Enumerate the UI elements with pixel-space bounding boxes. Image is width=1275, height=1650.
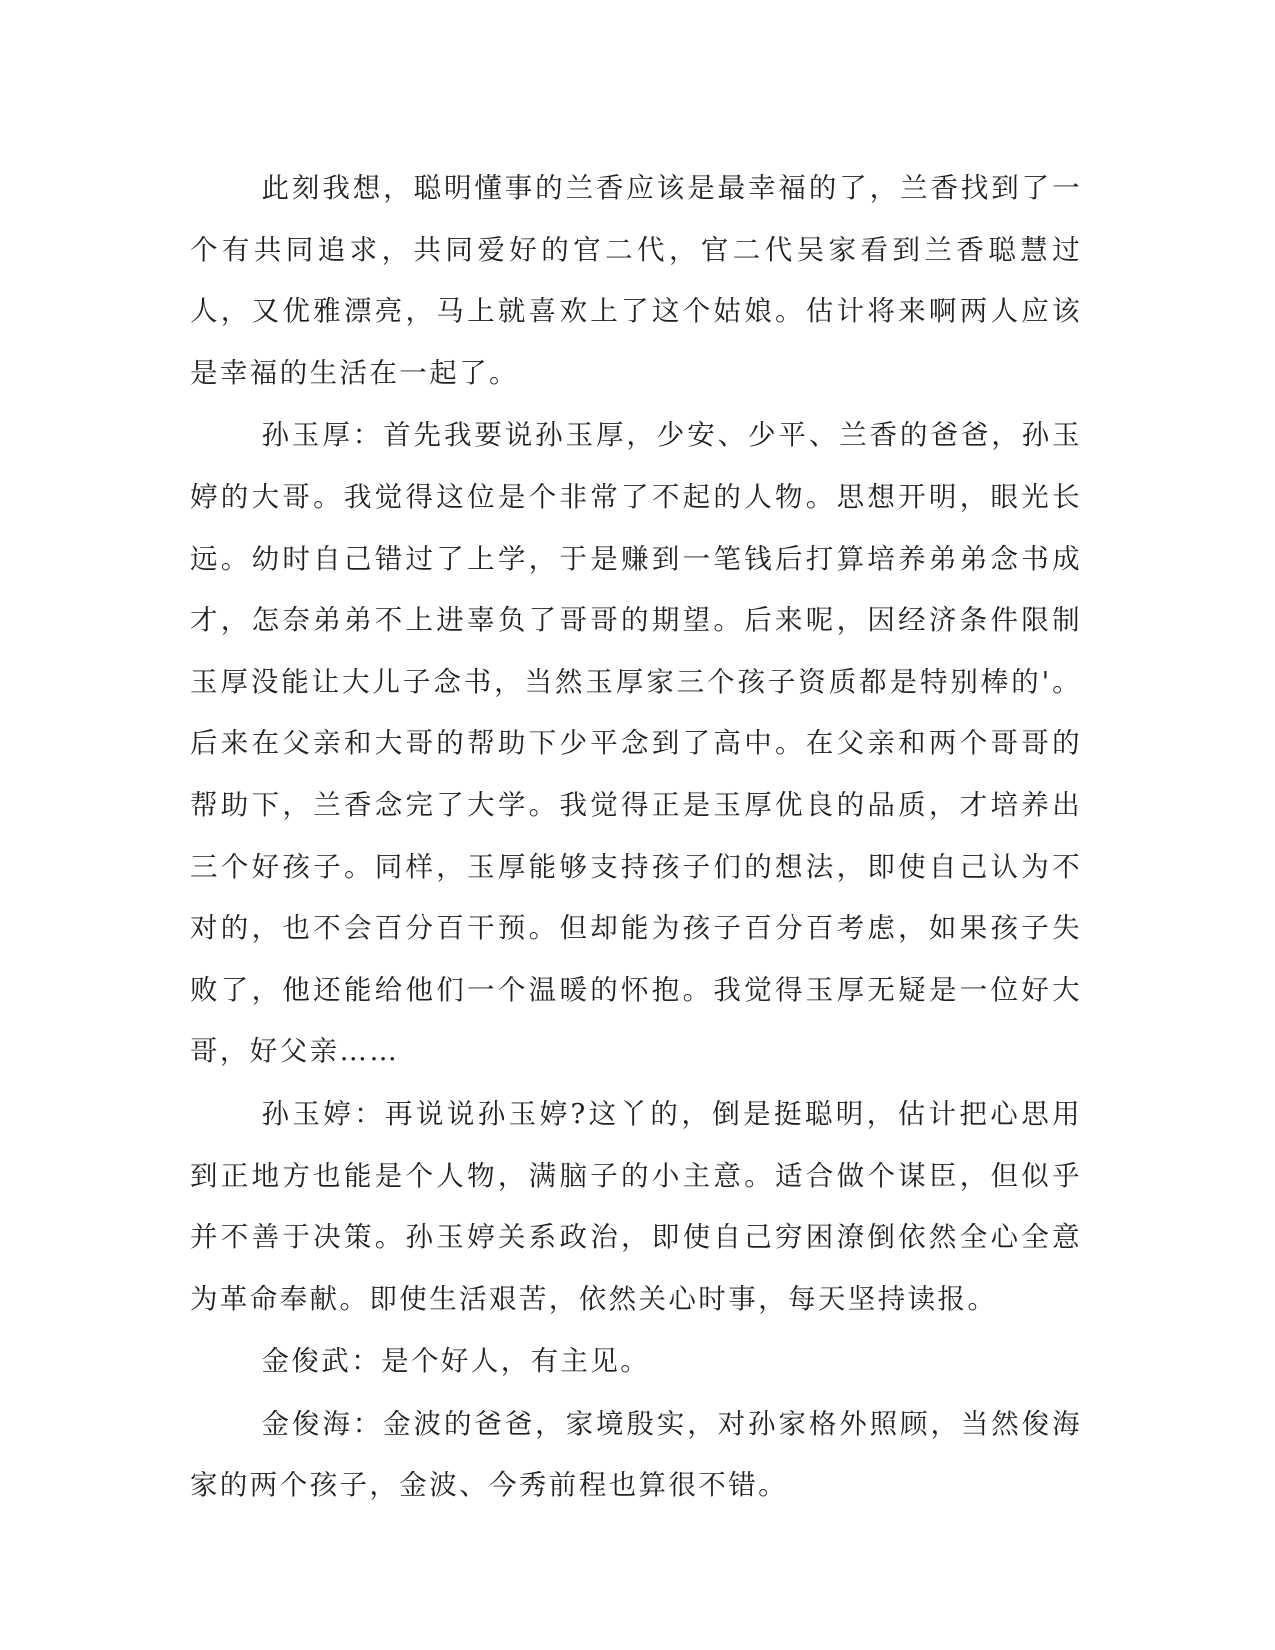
paragraph-jin-junwu: 金俊武：是个好人，有主见。 — [261, 1345, 651, 1378]
paragraph-lanxiang: 此刻我想，聪明懂事的兰香应该是最幸福的了，兰香找到了一个有共同追求，共同爱好的官二代，官二代吴家看到兰香聪慧过人，又优雅漂亮，马上就喜欢上了这个姑娘。估计将来啊两人应该是幸福的生活在一起了。 — [190, 172, 1082, 389]
paragraph-sun-yuting: 孙玉婷：再说说孙玉婷?这丫的，倒是挺聪明，估计把心思用到正地方也能是个人物，满脑子的小主意。适合做个谋臣，但似乎并不善于决策。孙玉婷关系政治，即使自己穷困潦倒依然全心全意为革命奉献。即使生活艰苦，依然关心时事，每天坚持读报。 — [190, 1097, 1082, 1315]
document-body — [190, 158, 1082, 1517]
paragraph-jin-junhai: 金俊海：金波的爸爸，家境殷实，对孙家格外照顾，当然俊海家的两个孩子，金波、今秀前程也算很不错。 — [190, 1407, 1082, 1502]
paragraph-sun-yuhou: 孙玉厚：首先我要说孙玉厚，少安、少平、兰香的爸爸，孙玉婷的大哥。我觉得这位是个非常了不起的人物。思想开明，眼光长远。幼时自己错过了上学，于是赚到一笔钱后打算培养弟弟念书成才，怎奈弟弟不上进辜负了哥哥的期望。后来呢，因经济条件限制玉厚没能让大儿子念书，当然玉厚家三个孩子资质都是特别棒的'。后来在父亲和大哥的帮助下少平念到了高中。在父亲和两个哥哥的帮助下，兰香念完了大学。我觉得正是玉厚优良的品质，才培养出三个好孩子。同样，玉厚能够支持孩子们的想法，即使自己认为不对的，也不会百分百干预。但却能为孩子百分百考虑，如果孩子失败了，他还能给他们一个温暖的怀抱。我觉得玉厚无疑是一位好大哥，好父亲…… — [190, 419, 1082, 1068]
